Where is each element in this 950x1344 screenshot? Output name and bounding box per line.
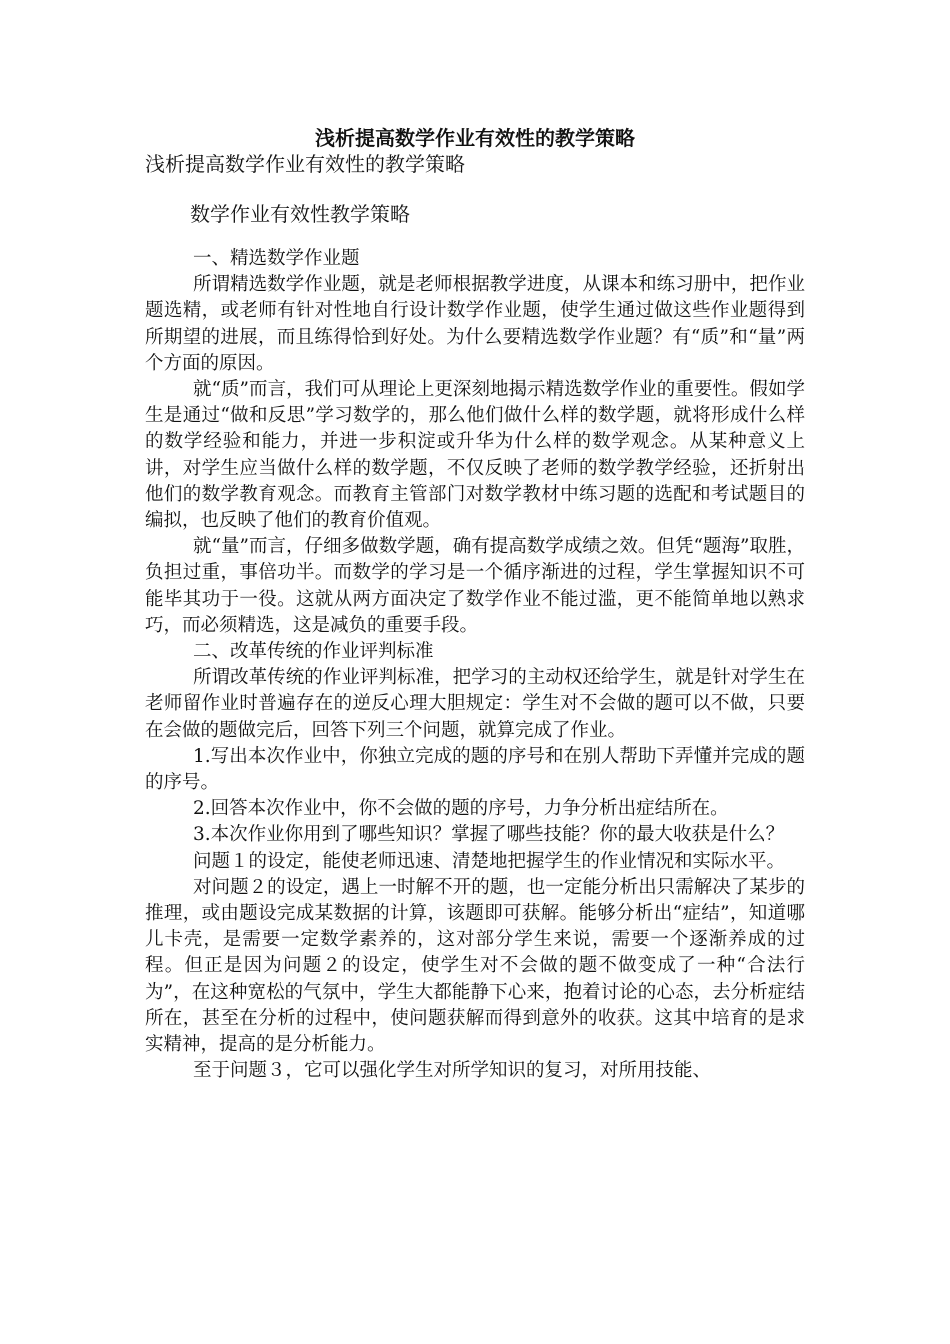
section-heading-2: 二、改革传统的作业评判标准: [193, 641, 434, 663]
list-item: 1.写出本次作业中，你独立完成的题的序号和在别人帮助下弄懂并完成的题的序号。: [145, 745, 805, 794]
list-item: 2.回答本次作业中，你不会做的题的序号，力争分析出症结所在。: [193, 798, 729, 820]
list-item: 3.本次作业你用到了哪些知识？掌握了哪些技能？你的最大收获是什么？: [193, 824, 785, 846]
paragraph: 至于问题３，它可以强化学生对所学知识的复习，对所用技能、: [193, 1060, 712, 1082]
section-heading-1: 一、精选数学作业题: [193, 248, 360, 269]
paragraph: 就“质”而言，我们可从理论上更深刻地揭示精选数学作业的重要性。假如学生是通过“做和反思”学习数学的，那么他们做什么样的数学题，就将形成什么样的数学经验和能力，并进一步积淀或升华为什么样的数学观念。从某种意义上讲，对学生应当做什么样的数学题，不仅反映了老师的数学教学经验，还折射出他们的数学教育观念。而教育主管部门对数学教材中练习题的选配和考试题目的编拟，也反映了他们的教育价值观。: [145, 379, 805, 532]
paragraph: 所谓精选数学作业题，就是老师根据教学进度，从课本和练习册中，把作业题选精，或老师有针对性地自行设计数学作业题，使学生通过做这些作业题得到所期望的进展，而且练得恰到好处。为什么要精选数学作业题？有“质”和“量”两个方面的原因。: [145, 274, 805, 374]
paragraph: 问题１的设定，能使老师迅速、清楚地把握学生的作业情况和实际水平。: [193, 850, 786, 872]
keywords-line: 数学作业有效性教学策略: [190, 202, 410, 226]
paragraph: 就“量”而言，仔细多做数学题，确有提高数学成绩之效。但凭“题海”取胜，负担过重，事倍功半。而数学的学习是一个循序渐进的过程，学生掌握知识不可能毕其功于一役。这就从两方面决定了数学作业不能过滥，更不能简单地以熟求巧，而必须精选，这是减负的重要手段。: [145, 536, 805, 636]
document-subtitle: 浅析提高数学作业有效性的教学策略: [145, 152, 465, 176]
paragraph: 所谓改革传统的作业评判标准，把学习的主动权还给学生，就是针对学生在老师留作业时普遍存在的逆反心理大胆规定：学生对不会做的题可以不做，只要在会做的题做完后，回答下列三个问题，就算完成了作业。: [145, 667, 805, 741]
paragraph: 对问题２的设定，遇上一时解不开的题，也一定能分析出只需解决了某步的推理，或由题设完成某数据的计算，该题即可获解。能够分析出“症结”，知道哪儿卡壳，是需要一定数学素养的，这对部分学生来说，需要一个逐渐养成的过程。但正是因为问题２的设定，使学生对不会做的题不做变成了一种“合法行为”，在这种宽松的气氛中，学生大都能静下心来，抱着讨论的心态，去分析症结所在，甚至在分析的过程中，使问题获解而得到意外的收获。这其中培育的是求实精神，提高的是分析能力。: [145, 876, 805, 1056]
document-body: [145, 246, 805, 1085]
document-title: 浅析提高数学作业有效性的教学策略: [315, 126, 635, 150]
